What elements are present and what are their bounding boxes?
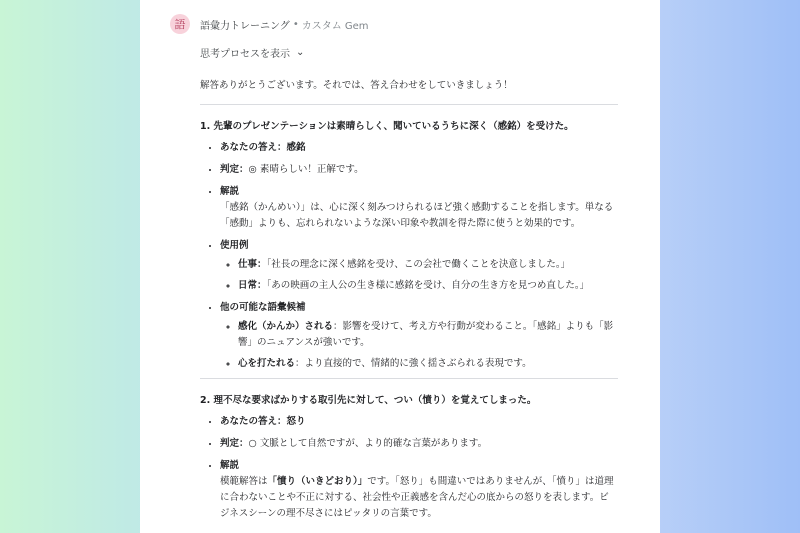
q1-alternatives: • 他の可能な語彙候補 ◦ 感化（かんか）される：影響を受けて、考え方や行動が変わること。「感銘」よりも「影響」のニュアンスが強いです。 ◦ 心を打たれる：より直接的で、情緒的に強く揺さぶられる表現です。 [220, 300, 618, 372]
show-thinking-button[interactable] [200, 45, 304, 60]
q1-judge-value: ◎ 素晴らしい！正解です。 [248, 164, 364, 175]
q2-explanation: • 解説 模範解答は「憤り（いきどおり）」です。「怒り」も間違いではありませんが、「憤り」は道理に合わないことや不正に対する、社会性や正義感を含んだ心の底からの怒りを表します。ビジネスシーンの理不尽さにはピッタリの言葉です。 [220, 458, 618, 522]
q2-answer-value: 怒り [286, 416, 306, 427]
gem-avatar: 語 [170, 14, 190, 34]
q1-alternatives-list [220, 319, 618, 372]
gem-separator: • [292, 18, 299, 30]
q2-judge-value: ○ 文脈として自然ですが、より的確な言葉があります。 [248, 438, 488, 449]
alt-item-kokoro: ◦ 心を打たれる：より直接的で、情緒的に強く揺さぶられる表現です。 [238, 356, 618, 372]
gem-name: 語彙力トレーニング [200, 20, 290, 32]
q1-usage-list [220, 257, 618, 294]
q1-usage: • 使用例 ◦ 仕事：「社長の理念に深く感銘を受け、この会社で働くことを決意しました。」 ◦ 日常：「あの映画の主人公の生き様に感銘を受け、自分の生き方を見つめ直した。」 [220, 238, 618, 294]
usage-item-daily: ◦ 日常：「あの映画の主人公の生き様に感銘を受け、自分の生き方を見つめ直した。」 [238, 278, 618, 294]
gem-header [170, 14, 369, 34]
divider [200, 104, 618, 105]
usage-item-work: ◦ 仕事：「社長の理念に深く感銘を受け、この会社で働くことを決意しました。」 [238, 257, 618, 273]
q2-answer: • あなたの答え：怒り [220, 414, 618, 430]
q1-answer-value: 感銘 [286, 142, 306, 153]
q2-judge: • 判定：○ 文脈として自然ですが、より的確な言葉があります。 [220, 436, 618, 452]
q1-explanation-text: 「感銘（かんめい）」は、心に深く刻みつけられるほど強く感動することを指します。単なる「感動」よりも、忘れられないような深い印象や教訓を得た際に使うと効果的です。 [220, 202, 614, 229]
chevron-down-icon: ⌄ [296, 47, 305, 58]
q2-explanation-text: 模範解答は「憤り（いきどおり）」です。「怒り」も間違いではありませんが、「憤り」は道理に合わないことや不正に対する、社会性や正義感を含んだ心の底からの怒りを表します。ビジネスシーンの理不尽さにはピッタリの言葉です。 [220, 476, 614, 519]
question-2-list [200, 414, 618, 522]
q1-answer: • あなたの答え：感銘 [220, 140, 618, 156]
divider [200, 378, 618, 379]
response-content [200, 78, 618, 528]
q1-judge: • 判定：◎ 素晴らしい！正解です。 [220, 162, 618, 178]
question-1-title: 1. 先輩のプレゼンテーションは素晴らしく、聞いているうちに深く（感銘）を受けた。 [200, 121, 574, 132]
question-2-title: 2. 理不尽な要求ばかりする取引先に対して、つい（憤り）を覚えてしまった。 [200, 395, 537, 406]
gem-type: カスタム Gem [301, 20, 369, 32]
question-1-list [200, 140, 618, 372]
chat-panel [140, 0, 660, 533]
alt-item-kanka: ◦ 感化（かんか）される：影響を受けて、考え方や行動が変わること。「感銘」よりも「影響」のニュアンスが強いです。 [238, 319, 618, 351]
show-thinking-label: 思考プロセスを表示 [200, 49, 290, 60]
q1-explanation: • 解説 「感銘（かんめい）」は、心に深く刻みつけられるほど強く感動することを指します。単なる「感動」よりも、忘れられないような深い印象や教訓を得た際に使うと効果的です。 [220, 184, 618, 232]
response-intro: 解答ありがとうございます。それでは、答え合わせをしていきましょう！ [200, 80, 513, 91]
